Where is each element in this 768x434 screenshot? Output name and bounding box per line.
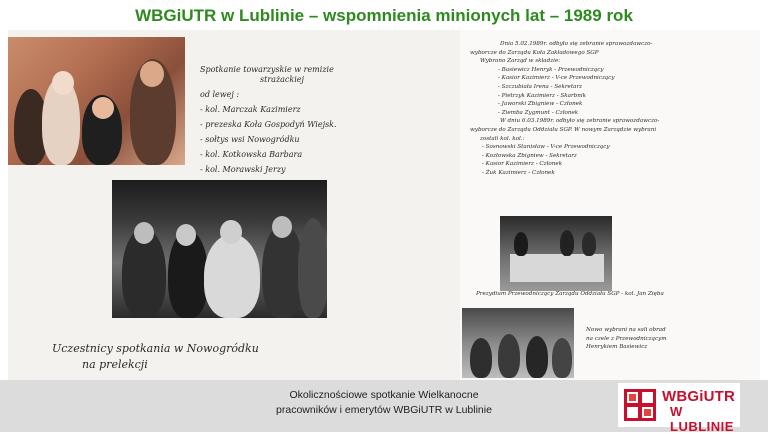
handwritten-caption-meeting [586, 326, 706, 352]
note-line: - Sosnowski Stanisław - V-ce Przewodniczący [482, 144, 610, 151]
photo-figure [552, 338, 572, 378]
handwritten-caption-left [52, 341, 302, 373]
logo-line: W LUBLINIE [670, 404, 734, 434]
note-line: W dniu 6.03.1989r. odbyło się zebranie sprawozdawczo- [500, 118, 660, 125]
note-line: - Ziemba Zygmunt - Członek [498, 109, 579, 116]
handwritten-notes-left [200, 62, 450, 177]
photo-figure [92, 97, 114, 119]
photo-audience [112, 180, 327, 318]
caption-line: Nowo wybrani na sali obrad [586, 327, 666, 333]
note-line: - Kozłowska Zbigniew - Sekretarz [482, 152, 577, 159]
note-line: - Jaworski Zbigniew - Członek [498, 101, 583, 108]
page-title: WBGiUTR w Lublinie – wspomnienia minionych lat – 1989 rok [135, 6, 633, 25]
note-line: - kol. Morawski Jerzy [200, 165, 286, 174]
footer-line: Okolicznościowe spotkanie Wielkanocne [289, 389, 479, 401]
photo-figure [220, 220, 242, 244]
handwritten-notes-right [470, 40, 755, 178]
logo-text [662, 389, 740, 434]
photo-figure [498, 334, 520, 378]
photo-figure [526, 336, 548, 378]
photo-figure [514, 232, 528, 256]
logo-line: WBGiUTR [662, 388, 736, 405]
photo-figure [140, 61, 164, 87]
photo-figure [134, 222, 154, 244]
note-line: - Żuk Kazimierz - Członek [482, 169, 555, 176]
note-line: - Basiewicz Henryk - Przewodniczący [498, 66, 604, 73]
photo-figure [298, 218, 327, 318]
note-line: zostali kol. kol.: [480, 135, 525, 142]
note-line: Dnia 5.02.1989r. odbyło się zebranie sprawozdawczo- [500, 41, 653, 47]
note-line: strażackiej [260, 75, 304, 84]
note-line: - Kasior Kazimierz - Członek [482, 161, 563, 168]
footer-line: pracowników i emerytów WBGiUTR w Lublinie [276, 404, 492, 416]
footer-text [220, 388, 548, 418]
note-line: - Kasior Kazimierz - V-ce Przewodniczący [498, 75, 615, 82]
caption-line: na prelekcji [82, 358, 148, 371]
photo-figure [176, 224, 196, 246]
note-line: Wybrano Zarząd w składzie: [480, 58, 561, 65]
photo-figure [560, 230, 574, 256]
wbgiutr-logo [618, 383, 740, 434]
photo-figure [272, 216, 292, 238]
photo-figure [470, 338, 492, 378]
photo-presidium [500, 216, 612, 291]
note-line: - kol. Marczak Kazimierz [200, 105, 301, 114]
photo-figure [204, 234, 260, 318]
handwritten-caption-presidium: Prezydium Przewodniczący Zarządu Oddziału SGP - kol. Jan Zięba [476, 291, 664, 297]
caption-line: Henrykiem Basiewicz [586, 344, 648, 351]
photo-figure [52, 71, 74, 95]
note-line: - Szczubiała Irena - Sekretarz [498, 83, 583, 90]
note-line: - kol. Kotkowska Barbara [200, 150, 303, 159]
note-line: - sołtys wsi Nowogródku [200, 135, 300, 144]
caption-line: Uczestnicy spotkania w Nowogródku [52, 342, 259, 355]
note-line: wyborcze do Zarządu Oddziału SGP. W nowym Zarządzie wybrani [470, 126, 657, 133]
note-line: - prezeska Koła Gospodyń Wiejsk. [200, 120, 337, 129]
photo-meeting-room [462, 308, 574, 378]
note-line: od lewej : [200, 90, 240, 99]
photo-figure [582, 232, 596, 256]
photo-table [510, 254, 604, 282]
caption-line: na czele z Przewodniczącym [586, 335, 667, 342]
logo-mark-icon [622, 387, 658, 423]
note-line: wyborcze do Zarządu Koła Zakładowego SGP [470, 49, 599, 56]
note-line: Spotkanie towarzyskie w remizie [200, 65, 334, 74]
photo-social-gathering [8, 37, 185, 165]
note-line: - Pietrzyk Kazimierz - Skarbnik [498, 92, 587, 99]
